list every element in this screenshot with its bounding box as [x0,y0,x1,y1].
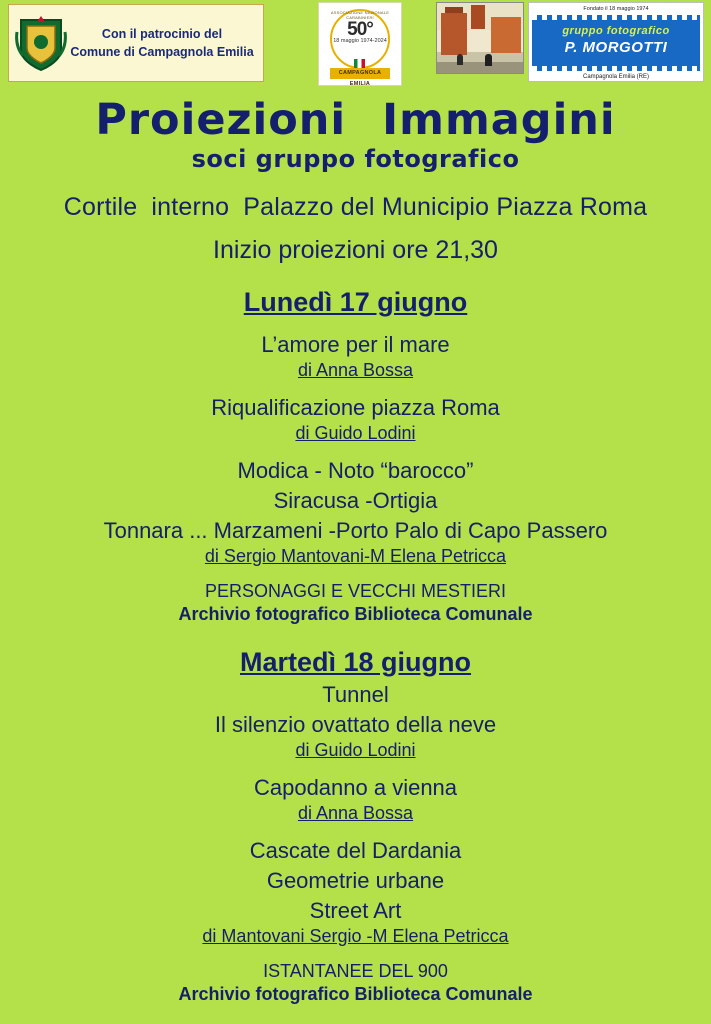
projection-title: L’amore per il mare [261,332,450,358]
anniversary-ribbon: CAMPAGNOLA EMILIA [330,68,390,79]
projection-author: di Anna Bossa [297,360,414,381]
morgotti-line2: P. MORGOTTI [564,39,668,57]
projection-title: Tunnel [322,681,389,707]
projection-author: di Anna Bossa [297,802,414,823]
projection-author: di Sergio Mantovani-M Elena Petricca [204,545,507,566]
morgotti-line1: gruppo fotografico [562,25,670,38]
venue-line [0,193,711,222]
projection-author: di Guido Lodini [295,739,416,760]
projection-title: Capodanno a vienna [253,774,458,800]
projection-archive: Archivio fotografico Biblioteca Comunale [178,983,533,1004]
page-subtitle: soci gruppo fotografico [191,145,520,174]
anniversary-top-text: ASSOCIAZIONE NAZIONALE CARABINIERI [330,10,390,20]
projection-title: Geometrie urbane [266,867,445,893]
projection-archive: Archivio fotografico Biblioteca Comunale [178,603,533,624]
patronage-line2: Comune di Campagnola Emilia [70,45,254,59]
projection-title: Siracusa -Ortigia [273,488,438,513]
projection-title: Modica - Noto “barocco” [237,458,474,484]
comune-crest-icon [15,12,67,74]
anniversary-logo [318,2,402,86]
title-part-1: Proiezioni [95,95,347,145]
projection-title: Tonnara ... Marzameni -Porto Palo di Capo Passero [103,517,608,543]
day-heading: Lunedì 17 giugno [243,287,468,318]
schedule-list [0,287,711,1004]
town-painting-icon [436,2,524,74]
patronage-line1: Con il patrocinio del [101,26,223,41]
anniversary-date: 18 maggio 1974-2024 [333,38,387,44]
morgotti-location: Campagnola Emilia (RE) [582,74,650,81]
venue-part-1: Cortile [63,193,138,222]
poster-header [0,0,711,88]
venue-part-3: Palazzo del Municipio Piazza Roma [243,193,648,222]
morgotti-founded-text: Fondato il 18 maggio 1974 [583,6,649,12]
projection-author: di Guido Lodini [295,423,416,444]
projection-author: di Mantovani Sergio -M Elena Petricca [202,925,509,946]
venue-part-2: interno [151,193,230,222]
day-heading: Martedì 18 giugno [239,646,472,677]
projection-note: PERSONAGGI E VECCHI MESTIERI [204,580,507,601]
projection-title: Il silenzio ovattato della neve [214,711,497,737]
patronage-box [8,4,264,82]
start-time-line: Inizio proiezioni ore 21,30 [213,236,498,265]
morgotti-group-logo [528,2,704,82]
anniversary-number: 50° [347,19,373,40]
projection-title: Riqualificazione piazza Roma [211,395,500,421]
title-part-2: Immagini [382,95,616,145]
projection-title: Cascate del Dardania [249,837,462,863]
projection-title: Street Art [309,897,402,923]
projection-note: ISTANTANEE DEL 900 [263,960,448,981]
page-title [0,95,711,145]
